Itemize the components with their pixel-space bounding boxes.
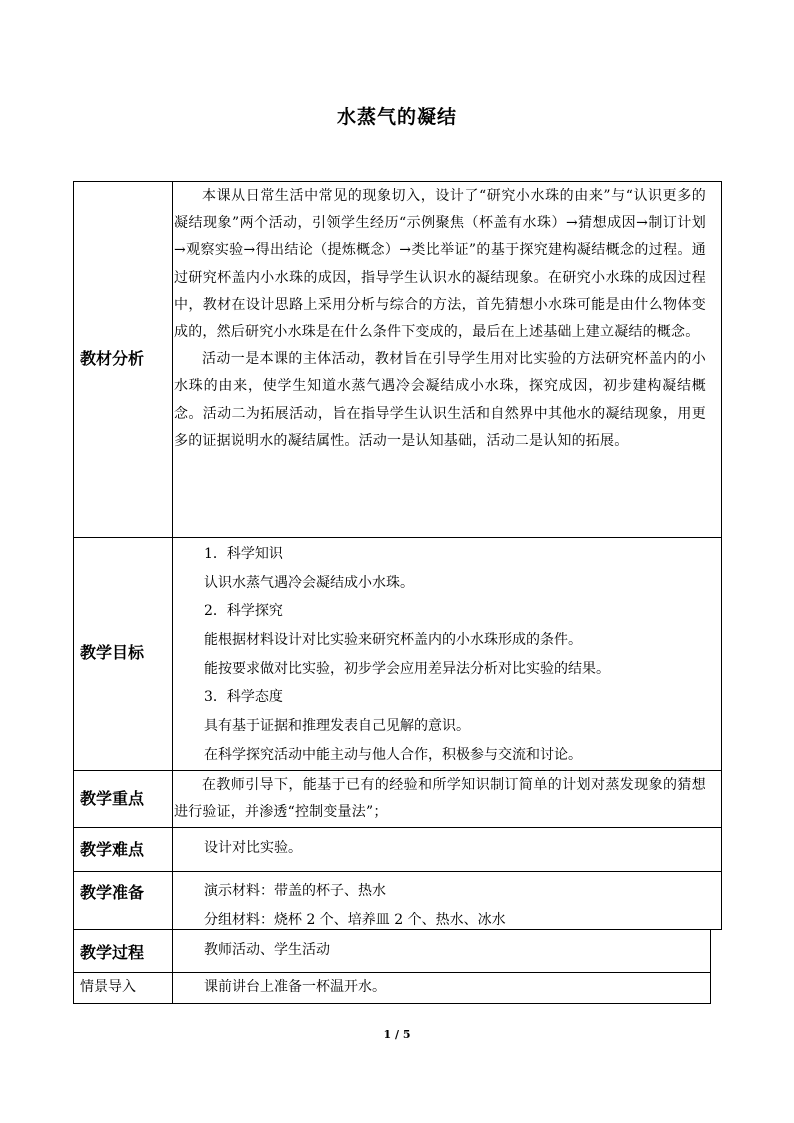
label-preparation: 教学准备 xyxy=(80,883,145,902)
key-point-content xyxy=(174,772,706,826)
goal-line: 在科学探究活动中能主动与他人合作，积极参与交流和讨论。 xyxy=(204,747,582,763)
label-intro: 情景导入 xyxy=(80,979,136,995)
label-difficulty: 教学难点 xyxy=(80,840,145,859)
goal-line: 2．科学探究 xyxy=(204,603,283,619)
intro-text: 课前讲台上准备一杯温开水。 xyxy=(204,979,386,995)
row-divider xyxy=(73,871,722,872)
difficulty-text: 设计对比实验。 xyxy=(204,840,302,856)
key-point-text: 在教师引导下，能基于已有的经验和所学知识制订简单的计划对蒸发现象的猜想进行验证，并渗透“控制变量法”； xyxy=(174,777,706,821)
label-key-point: 教学重点 xyxy=(80,789,145,808)
goal-line: 认识水蒸气遇冷会凝结成小水珠。 xyxy=(204,575,414,591)
analysis-paragraph-2: 活动一是本课的主体活动，教材旨在引导学生用对比实验的方法研究杯盖内的小水珠的由来，使学生知道水蒸气遇冷会凝结成小水珠，探究成因，初步建构凝结概念。活动二为拓展活动，旨在指导学生认识生活和自然界中其他水的凝结现象，用更多的证据说明水的凝结属性。活动一是认知基础，活动二是认知的拓展。 xyxy=(174,351,706,449)
row-divider xyxy=(73,770,722,771)
column-divider xyxy=(172,181,173,930)
prep-line-demo: 演示材料：带盖的杯子、热水 xyxy=(204,883,386,899)
goal-line: 具有基于证据和推理发表自己见解的意识。 xyxy=(204,718,470,734)
page-title: 水蒸气的凝结 xyxy=(336,106,457,128)
column-divider xyxy=(172,929,173,1004)
row-divider xyxy=(73,1003,711,1004)
goal-line: 能根据材料设计对比实验来研究杯盖内的小水珠形成的条件。 xyxy=(204,632,582,648)
row-divider xyxy=(73,972,711,973)
analysis-paragraph-1: 本课从日常生活中常见的现象切入，设计了“研究小水珠的由来”与“认识更多的凝结现象”两个活动，引领学生经历“示例聚焦（杯盖有水珠）→猜想成因→制订计划→观察实验→得出结论（提炼概念）→类比举证”的基于探究建构凝结概念的过程。通过研究杯盖内小水珠的成因，指导学生认识水的凝结现象。在研究小水珠的成因过程中，教材在设计思路上采用分析与综合的方法，首先猜想小水珠可能是由什么物体变成的，然后研究小水珠是在什么条件下变成的，最后在上述基础上建立凝结的概念。 xyxy=(174,188,706,341)
row-divider xyxy=(73,537,722,538)
process-text: 教师活动、学生活动 xyxy=(204,942,330,958)
table-right-border xyxy=(710,929,711,1004)
goal-line: 1．科学知识 xyxy=(204,546,283,562)
prep-line-group: 分组材料：烧杯 2 个、培养皿 2 个、热水、冰水 xyxy=(204,912,506,928)
analysis-content xyxy=(174,183,706,455)
label-goals: 教学目标 xyxy=(80,643,145,662)
goal-line: 3．科学态度 xyxy=(204,689,283,705)
label-analysis: 教材分析 xyxy=(80,349,145,368)
goal-line: 能按要求做对比实验，初步学会应用差异法分析对比实验的结果。 xyxy=(204,661,610,677)
label-process: 教学过程 xyxy=(80,943,145,962)
page-number: 1 / 5 xyxy=(383,1028,411,1041)
table-left-border xyxy=(73,929,74,1004)
row-divider xyxy=(73,827,722,828)
